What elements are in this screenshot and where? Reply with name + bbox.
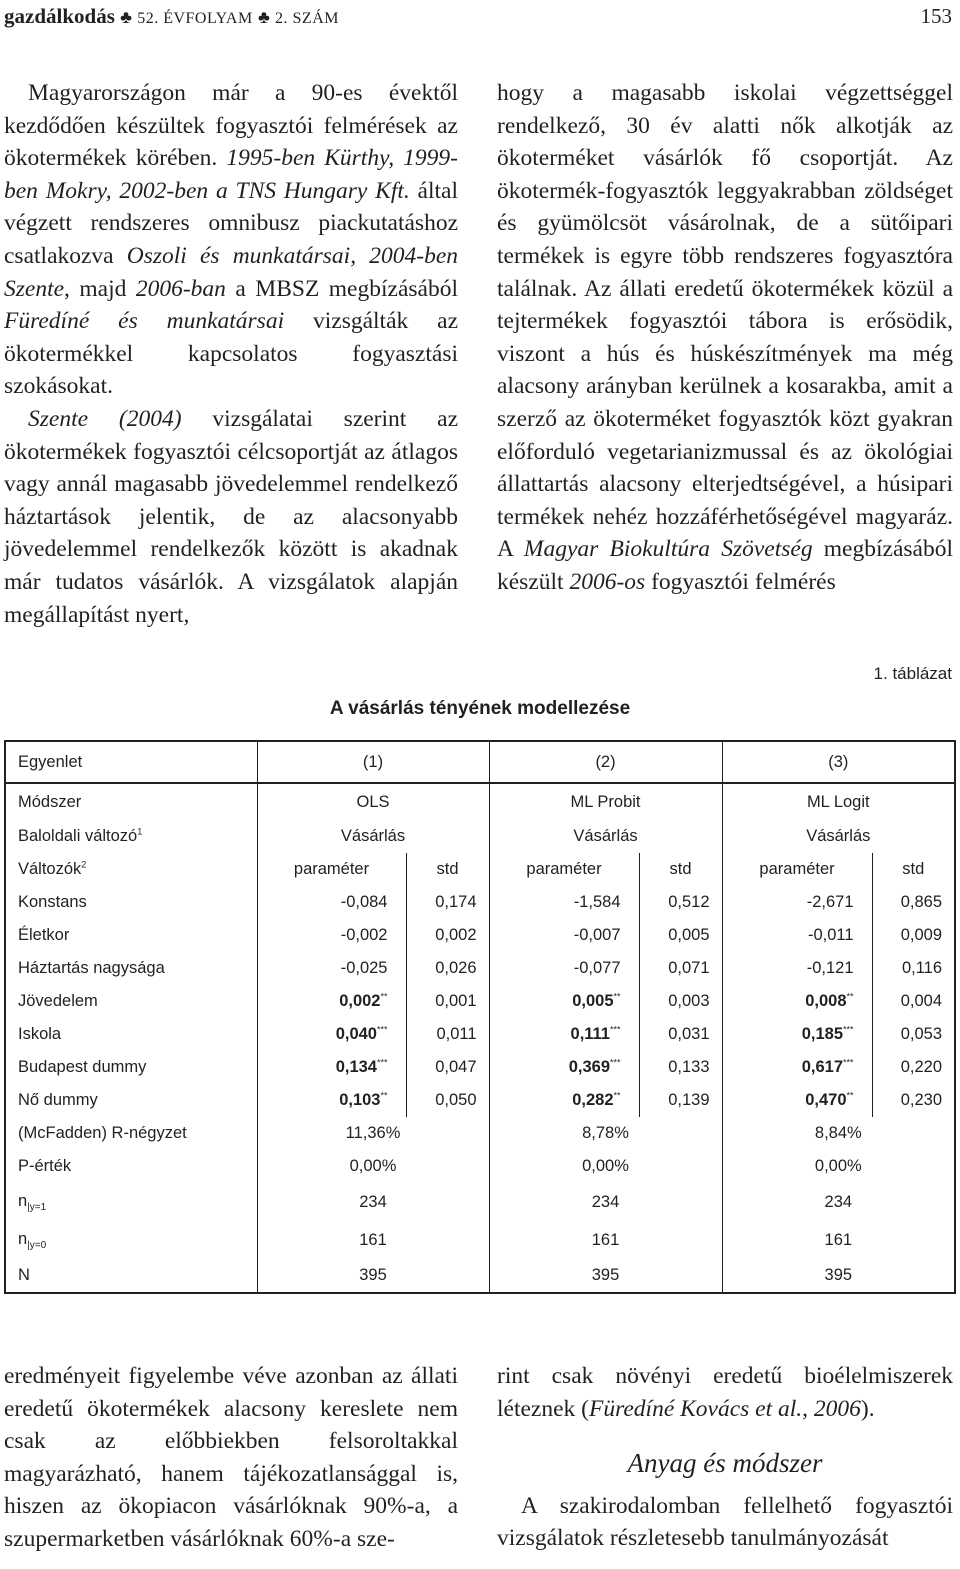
table-row: Módszer OLS ML Probit ML Logit	[5, 783, 955, 820]
table-row: P-érték 0,00% 0,00% 0,00%	[5, 1150, 955, 1183]
table-row: Iskola 0,040*** 0,011 0,111*** 0,031 0,185*** 0,053	[5, 1018, 955, 1051]
volume: 52. ÉVFOLYAM	[137, 10, 253, 27]
text-column-top-left	[4, 77, 458, 631]
table-title: A vásárlás tényének modellezése	[329, 698, 631, 719]
paragraph: rint csak növényi eredetű bioélelmiszerek léteznek (Füredíné Kovács et al., 2006).	[497, 1363, 953, 1422]
equation-2: (2)	[489, 741, 722, 783]
table-row: N 395 395 395	[5, 1259, 955, 1293]
table-row: Nő dummy 0,103** 0,050 0,282** 0,139 0,470** 0,230	[5, 1084, 955, 1117]
paragraph: Szente (2004) vizsgálatai szerint az ökotermékek fogyasztói célcsoportját az átlagos vagy annál magasabb jövedelemmel rendelkező háztartások jelentik, de az alacsonyabb jövedelemmel rendelkezők között is akadnak már tudatos vásárlók. A vizsgálatok alapján megállapítást nyert,	[4, 405, 459, 628]
table-row: $n_{|y=1}$ 234 234 234	[5, 1183, 955, 1221]
table-label: 1. táblázat	[873, 664, 952, 683]
table-header-row	[5, 741, 955, 783]
regression-table	[4, 740, 956, 1294]
header-label: Egyenlet	[5, 741, 257, 783]
table-row: Baloldali változó$^1$ Vásárlás Vásárlás Vásárlás	[5, 820, 955, 853]
text-column-bottom-left	[4, 1360, 458, 1556]
table-row: Konstans -0,084 0,174 -1,584 0,512 -2,671 0,865	[5, 886, 955, 919]
journal-name: gazdálkodás	[4, 4, 115, 28]
paragraph: hogy a magasabb iskolai végzettséggel rendelkező, 30 év alatti nők alkotják az ökoterméket vásárlók fő csoportját. Az ökotermék-fogyasztók leggyakrabban zöldséget és gyümölcsöt vásárolnak, de a sütőipari termékek is egyre több rendszeres fogyasztóra találnak. Az állati eredetű ökotermékek közül a tejtermékek fogyasztói tábora is erősödik, viszont a hús és húskészítmények ma még alacsony arányban kerülnek a kosarakba, amit a szerző az ökoterméket fogyasztók közt gyakran előforduló vegetarianizmussal és az ökológiai állattartás alacsony elterjedtségével, a húsipari termékek nehéz hozzáférhetőségével magyaráz. A Magyar Biokultúra Szövetség megbízásából készült 2006-os fogyasztói felmérés	[497, 80, 953, 595]
journal-header	[4, 4, 339, 29]
equation-3: (3)	[722, 741, 955, 783]
paragraph: Magyarországon már a 90-es évektől kezdődően készültek fogyasztói felmérések az ökotermékek körében. 1995-ben Kürthy, 1999-ben Mokry, 2002-ben a TNS Hungary Kft. által végzett rendszeres omnibusz piackutatáshoz csatlakozva Oszoli és munkatársai, 2004-ben Szente, majd 2006-ban a MBSZ megbízásából Füredíné és munkatársai vizsgálták az ökotermékkel kapcsolatos fogyasztási szokásokat.	[4, 80, 459, 400]
club-icon: ♣	[257, 7, 270, 27]
club-icon: ♣	[120, 7, 132, 27]
paragraph: A szakirodalomban fellelhető fogyasztói vizsgálatok részletesebb tanulmányozását	[497, 1492, 953, 1552]
equation-1: (1)	[257, 741, 489, 783]
page-number: 153	[920, 4, 952, 28]
table-row: Változók$^2$ paraméter std paraméter std paraméter std	[5, 853, 955, 886]
table-row: Budapest dummy 0,134*** 0,047 0,369*** 0,133 0,617*** 0,220	[5, 1051, 955, 1084]
table-row: $n_{|y=0}$ 161 161 161	[5, 1221, 955, 1259]
running-head	[4, 4, 954, 32]
issue: 2. SZÁM	[275, 10, 339, 27]
text-column-top-right	[497, 77, 953, 599]
table-row: Háztartás nagysága -0,025 0,026 -0,077 0,071 -0,121 0,116	[5, 952, 955, 985]
section-heading: Anyag és módszer	[627, 1448, 823, 1479]
table-row: Jövedelem 0,002** 0,001 0,005** 0,003 0,008** 0,004	[5, 985, 955, 1018]
table-row: Életkor -0,002 0,002 -0,007 0,005 -0,011 0,009	[5, 919, 955, 952]
text-column-bottom-right	[497, 1360, 953, 1555]
paragraph: eredményeit figyelembe véve azonban az állati eredetű ökotermékek alacsony kereslete nem csak az előbbiekben felsoroltakkal magyarázható, hanem tájékozatlansággal is, hiszen az ökopiacon vásárlóknak 90%-a, a szupermarketben vásárlóknak 60%-a sze-	[4, 1363, 458, 1552]
table-row: (McFadden) R-négyzet 11,36% 8,78% 8,84%	[5, 1117, 955, 1150]
